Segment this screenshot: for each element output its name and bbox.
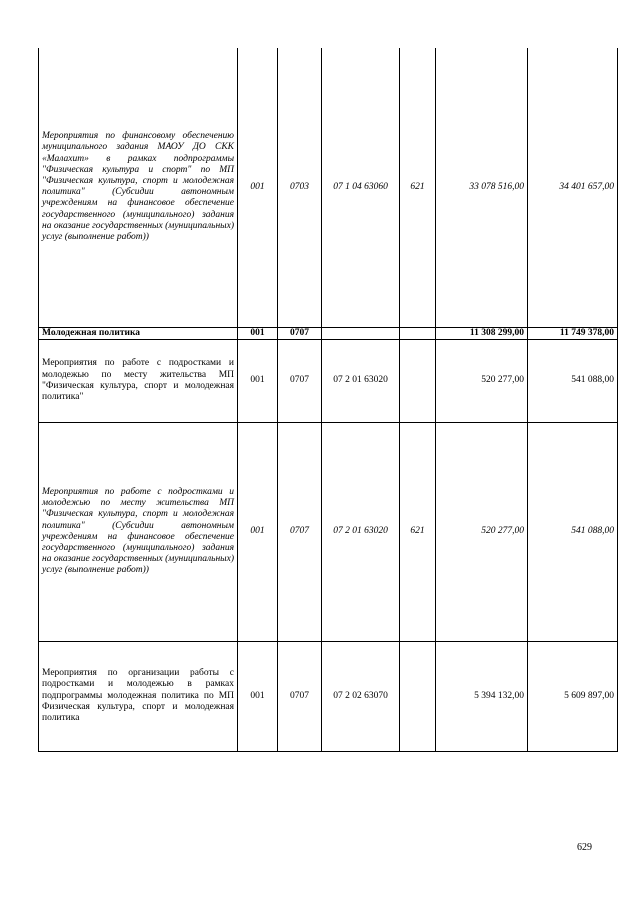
row-sum-year1: 33 078 516,00 xyxy=(436,48,528,327)
row-sum-year2: 541 088,00 xyxy=(528,422,618,641)
row-section-code: 0707 xyxy=(278,641,322,751)
row-sum-year2: 34 401 657,00 xyxy=(528,48,618,327)
row-expense-type xyxy=(400,327,436,339)
row-sum-year2: 11 749 378,00 xyxy=(528,327,618,339)
row-expense-type xyxy=(400,339,436,422)
row-sum-year1: 520 277,00 xyxy=(436,422,528,641)
row-section-code: 0707 xyxy=(278,339,322,422)
row-sum-year1: 520 277,00 xyxy=(436,339,528,422)
row-section-code: 0703 xyxy=(278,48,322,327)
row-description: Мероприятия по работе с подростками и молодежью по месту жительства МП "Физическая культура, спорт и молодежная политика" (Субсидии автономным учреждениям на финансовое обеспечение государственного (муниципального) задания на оказание государственных (муниципальных) услуг (выполнение работ)) xyxy=(39,422,238,641)
row-ved-code: 001 xyxy=(238,48,278,327)
row-expense-type: 621 xyxy=(400,48,436,327)
row-sum-year1: 11 308 299,00 xyxy=(436,327,528,339)
budget-table xyxy=(38,48,618,752)
row-description: Мероприятия по финансовому обеспечению муниципального задания МАОУ ДО СКК «Малахит» в рамках подпрограммы "Физическая культура и спорт" по МП "Физическая культура, спорт и молодежная политика" (Субсидии автономным учреждениям на финансовое обеспечение государственного (муниципального) задания на оказание государственных (муниципальных) услуг (выполнение работ)) xyxy=(39,48,238,327)
table-row xyxy=(39,339,618,422)
row-description: Мероприятия по работе с подростками и молодежью по месту жительства МП "Физическая культура, спорт и молодежная политика" xyxy=(39,339,238,422)
row-ved-code: 001 xyxy=(238,339,278,422)
row-ved-code: 001 xyxy=(238,641,278,751)
table-row xyxy=(39,48,618,327)
row-target-code: 07 2 01 63020 xyxy=(322,339,400,422)
row-expense-type xyxy=(400,641,436,751)
row-description: Молодежная политика xyxy=(39,327,238,339)
table-row xyxy=(39,641,618,751)
row-ved-code: 001 xyxy=(238,327,278,339)
row-sum-year2: 5 609 897,00 xyxy=(528,641,618,751)
row-target-code xyxy=(322,327,400,339)
row-sum-year1: 5 394 132,00 xyxy=(436,641,528,751)
row-description: Мероприятия по организации работы с подростками и молодежью в рамках подпрограммы молодежная политика по МП Физическая культура, спорт и молодежная политика xyxy=(39,641,238,751)
row-target-code: 07 1 04 63060 xyxy=(322,48,400,327)
row-section-code: 0707 xyxy=(278,327,322,339)
table-row xyxy=(39,327,618,339)
row-sum-year2: 541 088,00 xyxy=(528,339,618,422)
table-row xyxy=(39,422,618,641)
row-ved-code: 001 xyxy=(238,422,278,641)
row-section-code: 0707 xyxy=(278,422,322,641)
row-target-code: 07 2 02 63070 xyxy=(322,641,400,751)
row-expense-type: 621 xyxy=(400,422,436,641)
row-target-code: 07 2 01 63020 xyxy=(322,422,400,641)
page-number: 629 xyxy=(577,842,592,853)
